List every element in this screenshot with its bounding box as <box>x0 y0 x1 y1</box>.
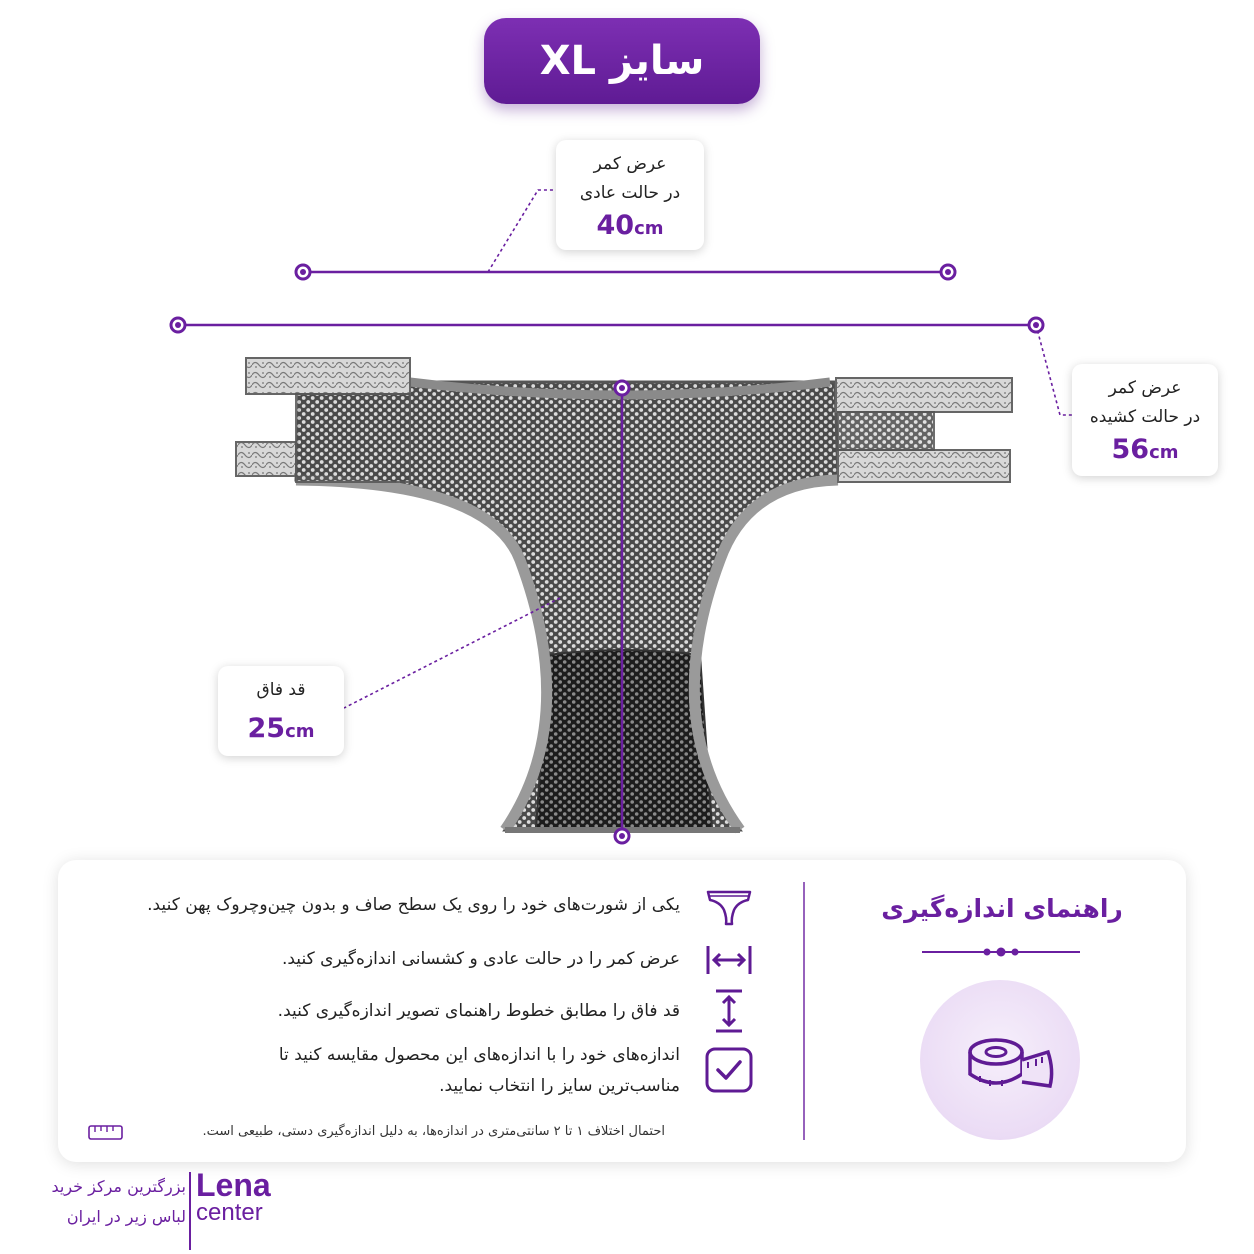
rise-value: 25cm <box>247 713 315 744</box>
rise-callout <box>218 666 344 756</box>
underwear-drawing <box>236 358 1012 830</box>
title-underline-ornament <box>920 942 1082 962</box>
step-4-line-1: اندازه‌های خود را با اندازه‌های این محصول مقایسه کنید تا <box>278 1045 680 1065</box>
step-3-text: قد فاق را مطابق خطوط راهنمای تصویر اندازه‌گیری کنید. <box>277 1001 680 1021</box>
underwear-icon <box>704 884 754 928</box>
step-4-text <box>90 1040 680 1102</box>
size-code: XL <box>539 38 597 84</box>
step-1-text: یکی از شورت‌های خود را روی یک سطح صاف و بدون چین‌وچروک پهن کنید. <box>147 895 680 915</box>
brand-tagline-2: لباس زیر در ایران <box>66 1207 186 1226</box>
waist-normal-label-2: در حالت عادی <box>579 183 681 203</box>
waist-stretched-callout <box>1072 364 1218 476</box>
measuring-tape-icon <box>920 980 1080 1140</box>
ruler-icon <box>88 1124 124 1142</box>
panel-divider <box>803 882 805 1140</box>
size-word: سایز <box>610 38 705 84</box>
brand-sub: center <box>196 1199 263 1226</box>
waist-normal-label-1: عرض کمر <box>593 154 667 174</box>
brand-tagline <box>26 1172 186 1232</box>
tape-icon-circle <box>920 980 1080 1140</box>
tolerance-note: احتمال اختلاف ۱ تا ۲ سانتی‌متری در اندازه‌ها، به دلیل اندازه‌گیری دستی، طبیعی است. <box>202 1124 665 1139</box>
brand-logo <box>196 1167 271 1226</box>
horizontal-arrows-icon <box>704 938 754 982</box>
waist-normal-callout <box>556 140 704 250</box>
step-2-text: عرض کمر را در حالت عادی و کشسانی اندازه‌گیری کنید. <box>281 949 680 969</box>
waist-stretched-label-2: در حالت کشیده <box>1089 407 1201 427</box>
step-4-line-2: مناسب‌ترین سایز را انتخاب نمایید. <box>439 1076 680 1096</box>
waist-stretched-value: 56cm <box>1111 434 1179 465</box>
rise-label: قد فاق <box>256 680 306 700</box>
brand-separator <box>189 1172 191 1250</box>
waist-normal-value: 40cm <box>596 210 664 241</box>
checkbox-icon <box>704 1046 754 1094</box>
guide-title: راهنمای اندازه‌گیری <box>881 894 1123 923</box>
vertical-arrows-icon <box>704 988 754 1034</box>
waist-stretched-label-1: عرض کمر <box>1108 378 1182 398</box>
brand-tagline-1: بزرگترین مرکز خرید <box>51 1177 186 1196</box>
brand-name: Lena <box>196 1167 271 1203</box>
